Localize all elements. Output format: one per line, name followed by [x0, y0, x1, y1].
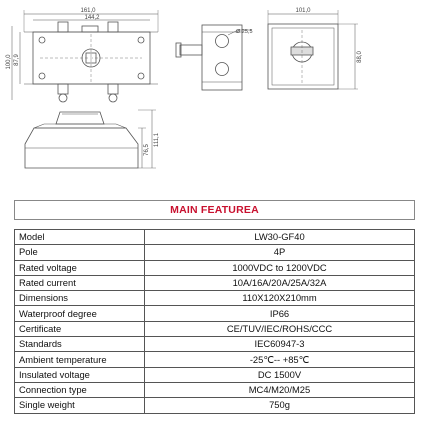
spec-row	[15, 230, 415, 245]
spec-row	[15, 245, 415, 260]
spec-label: Waterproof degree	[15, 306, 145, 321]
spec-row	[15, 382, 415, 397]
spec-label: Connection type	[15, 382, 145, 397]
spec-table	[14, 229, 415, 414]
spec-label: Pole	[15, 245, 145, 260]
dim-height-outer: 100,0	[6, 54, 12, 70]
spec-row	[15, 260, 415, 275]
technical-drawings	[0, 0, 430, 190]
dim-diameter: Ø 25,5	[236, 29, 253, 35]
spec-row	[15, 306, 415, 321]
spec-value: 750g	[145, 398, 415, 413]
spec-value: LW30-GF40	[145, 230, 415, 245]
spec-label: Insulated voltage	[15, 367, 145, 382]
spec-value: 1000VDC to 1200VDC	[145, 260, 415, 275]
spec-label: Ambient temperature	[15, 352, 145, 367]
front-view-drawing	[12, 10, 158, 102]
spec-value: DC 1500V	[145, 367, 415, 382]
dim-width-total: 161,0	[80, 8, 96, 14]
spec-row	[15, 275, 415, 290]
spec-section-title: MAIN FEATUREA	[14, 200, 415, 220]
spec-value: 10A/16A/20A/25A/32A	[145, 275, 415, 290]
spec-row	[15, 352, 415, 367]
dim-width-inner: 144,2	[84, 15, 100, 21]
spec-value: IEC60947-3	[145, 337, 415, 352]
dim-bottom-height-outer: 111,1	[154, 132, 160, 148]
spec-row	[15, 367, 415, 382]
dim-height-inner: 87,9	[14, 54, 20, 66]
spec-value: -25℃-- +85℃	[145, 352, 415, 367]
spec-label: Model	[15, 230, 145, 245]
spec-value: MC4/M20/M25	[145, 382, 415, 397]
spec-value: 4P	[145, 245, 415, 260]
spec-label: Dimensions	[15, 291, 145, 306]
spec-value: 110X120X210mm	[145, 291, 415, 306]
spec-row	[15, 398, 415, 413]
spec-label: Certificate	[15, 321, 145, 336]
bottom-view-drawing	[25, 110, 156, 168]
dim-top-width: 101,0	[295, 8, 311, 14]
spec-label: Standards	[15, 337, 145, 352]
spec-value: CE/TUV/IEC/ROHS/CCC	[145, 321, 415, 336]
spec-label: Single weight	[15, 398, 145, 413]
spec-table-body	[15, 230, 415, 414]
spec-row	[15, 321, 415, 336]
spec-row	[15, 291, 415, 306]
spec-value: IP66	[145, 306, 415, 321]
dim-bottom-height-inner: 76,5	[144, 144, 150, 156]
top-view-drawing	[268, 10, 358, 89]
spec-label: Rated current	[15, 275, 145, 290]
spec-row	[15, 337, 415, 352]
dim-side-height: 88,0	[357, 51, 363, 63]
spec-label: Rated voltage	[15, 260, 145, 275]
